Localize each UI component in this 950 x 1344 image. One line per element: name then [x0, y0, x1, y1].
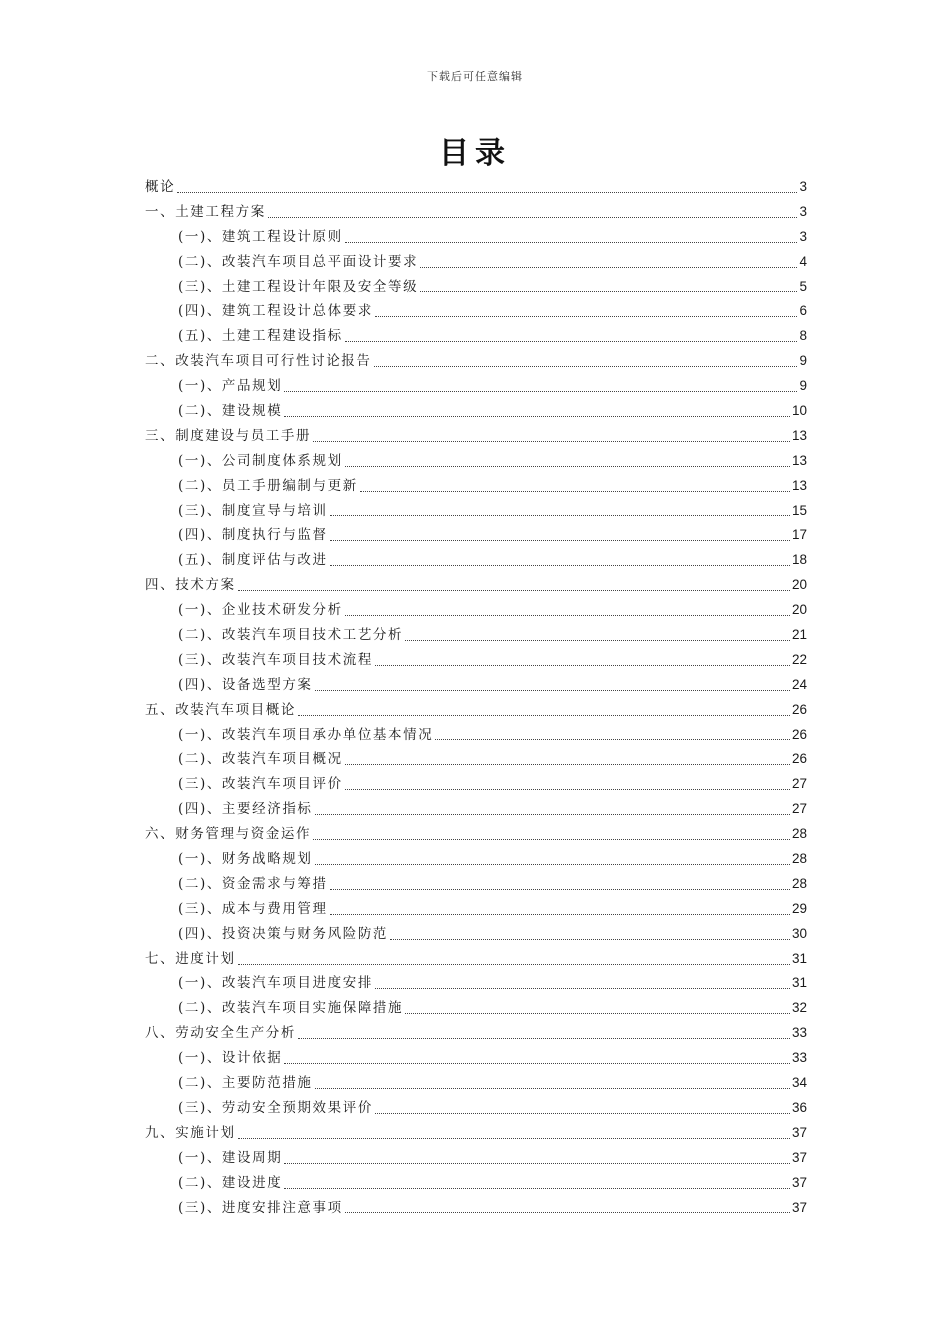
toc-entry-label: (一)、设计依据	[178, 1050, 283, 1067]
toc-leader-dots	[330, 540, 790, 541]
toc-leader-dots	[298, 1038, 790, 1039]
toc-leader-dots	[315, 864, 790, 865]
toc-page-number: 20	[791, 577, 807, 593]
toc-section[interactable]	[145, 1021, 807, 1046]
toc-subsection[interactable]	[145, 374, 807, 399]
toc-leader-dots	[345, 764, 790, 765]
toc-leader-dots	[238, 590, 790, 591]
toc-subsection[interactable]	[145, 1096, 807, 1121]
toc-subsection[interactable]	[145, 1071, 807, 1096]
toc-entry-label: (三)、土建工程设计年限及安全等级	[178, 278, 419, 295]
toc-section[interactable]	[145, 698, 807, 723]
toc-page-number: 27	[791, 776, 807, 792]
toc-subsection[interactable]	[145, 1196, 807, 1221]
toc-leader-dots	[375, 1113, 790, 1114]
toc-entry-label: (一)、企业技术研发分析	[178, 602, 343, 619]
toc-entry-label: 六、财务管理与资金运作	[145, 826, 312, 843]
toc-entry-label: (二)、改装汽车项目总平面设计要求	[178, 253, 419, 270]
toc-page-number: 31	[791, 975, 807, 991]
toc-page-number: 10	[791, 403, 807, 418]
toc-subsection[interactable]	[145, 847, 807, 872]
toc-subsection[interactable]	[145, 299, 807, 324]
toc-leader-dots	[268, 217, 798, 218]
toc-subsection[interactable]	[145, 872, 807, 897]
toc-entry-label: (二)、员工手册编制与更新	[178, 477, 358, 494]
toc-leader-dots	[390, 939, 790, 940]
toc-entry-label: 三、制度建设与员工手册	[145, 427, 312, 444]
toc-page-number: 8	[799, 328, 807, 344]
toc-entry-label: (二)、建设规模	[178, 403, 283, 419]
toc-page-number: 13	[791, 452, 807, 468]
toc-entry-label: (四)、投资决策与财务风险防范	[178, 925, 389, 942]
toc-leader-dots	[345, 466, 790, 467]
toc-entry-label: 二、改装汽车项目可行性讨论报告	[145, 353, 372, 370]
toc-entry-label: (一)、改装汽车项目承办单位基本情况	[178, 726, 434, 743]
toc-subsection[interactable]	[145, 772, 807, 797]
toc-page-number: 22	[791, 651, 807, 667]
toc-entry-label: 七、进度计划	[145, 950, 236, 967]
toc-page-number: 33	[791, 1025, 807, 1041]
toc-page-number: 21	[791, 627, 807, 643]
toc-entry-label: (一)、建筑工程设计原则	[178, 228, 343, 245]
toc-leader-dots	[330, 914, 790, 915]
toc-subsection[interactable]	[145, 225, 807, 250]
toc-entry-label: (一)、公司制度体系规划	[178, 452, 343, 469]
toc-leader-dots	[360, 491, 790, 492]
toc-subsection[interactable]	[145, 897, 807, 922]
toc-leader-dots	[330, 565, 790, 566]
toc-entry-label: (四)、主要经济指标	[178, 801, 313, 818]
toc-entry-label: (二)、资金需求与筹措	[178, 875, 328, 892]
toc-subsection[interactable]	[145, 499, 807, 524]
toc-entry-label: (四)、设备选型方案	[178, 676, 313, 693]
toc-leader-dots	[345, 341, 798, 342]
toc-section[interactable]	[145, 573, 807, 598]
toc-page-number: 20	[791, 602, 807, 618]
toc-page-number: 6	[799, 303, 807, 319]
toc-entry-label: (二)、主要防范措施	[178, 1075, 313, 1092]
table-of-contents	[145, 175, 807, 1220]
toc-page-number: 28	[791, 875, 807, 891]
toc-entry-label: 概论	[145, 178, 176, 195]
toc-page-number: 26	[791, 701, 807, 717]
toc-page-number: 37	[791, 1149, 807, 1165]
toc-page-number: 5	[799, 278, 807, 294]
toc-leader-dots	[238, 1138, 790, 1139]
toc-entry-label: 五、改装汽车项目概论	[145, 701, 296, 718]
toc-subsection[interactable]	[145, 598, 807, 623]
toc-subsection[interactable]	[145, 523, 807, 548]
toc-leader-dots	[315, 814, 790, 815]
toc-leader-dots	[330, 889, 790, 890]
toc-page-number: 29	[791, 900, 807, 916]
toc-page-number: 32	[791, 1000, 807, 1016]
toc-subsection[interactable]	[145, 972, 807, 997]
toc-leader-dots	[375, 316, 798, 317]
toc-section[interactable]	[145, 1121, 807, 1146]
toc-page-number: 37	[791, 1174, 807, 1190]
toc-page-number: 9	[799, 378, 807, 394]
toc-leader-dots	[238, 964, 790, 965]
toc-entry-label: (三)、改装汽车项目评价	[178, 776, 343, 793]
toc-page-number: 37	[791, 1124, 807, 1140]
toc-subsection[interactable]	[145, 474, 807, 499]
toc-entry-label: (三)、进度安排注意事项	[178, 1199, 343, 1216]
page-title: 目录	[439, 136, 511, 171]
toc-leader-dots	[345, 615, 790, 616]
header-note: 下载后可任意编辑	[427, 70, 523, 83]
toc-entry-label: (一)、产品规划	[178, 378, 283, 395]
toc-entry-label: (三)、改装汽车项目技术流程	[178, 651, 373, 668]
toc-section[interactable]	[145, 822, 807, 847]
toc-subsection[interactable]	[145, 648, 807, 673]
toc-subsection[interactable]	[145, 449, 807, 474]
toc-leader-dots	[313, 839, 790, 840]
toc-subsection[interactable]	[145, 399, 807, 424]
toc-leader-dots	[284, 1063, 790, 1064]
toc-page-number: 33	[791, 1050, 807, 1066]
toc-leader-dots	[375, 665, 790, 666]
toc-subsection[interactable]	[145, 723, 807, 748]
toc-entry-label: (一)、改装汽车项目进度安排	[178, 975, 373, 992]
toc-section[interactable]	[145, 175, 807, 200]
toc-page-number: 26	[791, 726, 807, 742]
toc-leader-dots	[284, 1188, 790, 1189]
toc-section[interactable]	[145, 947, 807, 972]
toc-page-number: 17	[791, 527, 807, 543]
toc-page-number: 24	[791, 676, 807, 692]
toc-entry-label: (二)、建设进度	[178, 1174, 283, 1191]
toc-section[interactable]	[145, 424, 807, 449]
toc-page-number: 4	[799, 253, 807, 269]
toc-leader-dots	[284, 416, 790, 417]
toc-entry-label: 八、劳动安全生产分析	[145, 1025, 296, 1042]
toc-entry-label: (二)、改装汽车项目技术工艺分析	[178, 627, 404, 644]
toc-subsection[interactable]	[145, 922, 807, 947]
toc-leader-dots	[313, 441, 790, 442]
toc-subsection[interactable]	[145, 275, 807, 300]
toc-leader-dots	[315, 690, 790, 691]
toc-subsection[interactable]	[145, 797, 807, 822]
toc-section[interactable]	[145, 200, 807, 225]
toc-subsection[interactable]	[145, 747, 807, 772]
toc-leader-dots	[284, 391, 797, 392]
toc-page-number: 27	[791, 801, 807, 817]
toc-page-number: 31	[791, 950, 807, 966]
toc-entry-label: 一、土建工程方案	[145, 203, 266, 220]
toc-page-number: 26	[791, 751, 807, 767]
toc-subsection[interactable]	[145, 623, 807, 648]
toc-entry-label: 九、实施计划	[145, 1124, 236, 1141]
toc-subsection[interactable]	[145, 1171, 807, 1196]
toc-page-number: 13	[791, 427, 807, 443]
toc-subsection[interactable]	[145, 996, 807, 1021]
toc-leader-dots	[345, 1212, 790, 1213]
toc-subsection[interactable]	[145, 548, 807, 573]
toc-subsection[interactable]	[145, 1046, 807, 1071]
toc-leader-dots	[345, 242, 798, 243]
toc-page-number: 28	[791, 826, 807, 842]
toc-section[interactable]	[145, 349, 807, 374]
toc-page-number: 3	[799, 228, 807, 244]
toc-leader-dots	[374, 366, 798, 367]
toc-leader-dots	[284, 1163, 790, 1164]
toc-leader-dots	[315, 1088, 790, 1089]
toc-page-number: 36	[791, 1099, 807, 1115]
toc-page-number: 3	[799, 178, 807, 194]
toc-page-number: 9	[799, 353, 807, 369]
toc-page-number: 13	[791, 477, 807, 493]
toc-entry-label: (二)、改装汽车项目实施保障措施	[178, 1000, 404, 1017]
toc-entry-label: (三)、劳动安全预期效果评价	[178, 1099, 373, 1116]
toc-leader-dots	[435, 739, 790, 740]
toc-subsection[interactable]	[145, 250, 807, 275]
toc-page-number: 18	[791, 552, 807, 568]
toc-subsection[interactable]	[145, 324, 807, 349]
toc-leader-dots	[375, 988, 790, 989]
toc-leader-dots	[345, 789, 790, 790]
toc-entry-label: 四、技术方案	[145, 577, 236, 594]
toc-page-number: 37	[791, 1199, 807, 1215]
toc-leader-dots	[420, 267, 797, 268]
toc-page-number: 15	[791, 502, 807, 518]
toc-entry-label: (三)、制度宣导与培训	[178, 502, 328, 519]
toc-entry-label: (四)、建筑工程设计总体要求	[178, 303, 373, 320]
toc-page-number: 34	[791, 1075, 807, 1091]
toc-subsection[interactable]	[145, 673, 807, 698]
toc-entry-label: (一)、财务战略规划	[178, 851, 313, 868]
toc-page-number: 30	[791, 925, 807, 941]
toc-entry-label: (五)、制度评估与改进	[178, 552, 328, 569]
toc-entry-label: (三)、成本与费用管理	[178, 900, 328, 917]
toc-leader-dots	[405, 640, 790, 641]
toc-entry-label: (五)、土建工程建设指标	[178, 328, 343, 345]
toc-leader-dots	[330, 515, 790, 516]
toc-page-number: 3	[799, 203, 807, 219]
toc-leader-dots	[177, 192, 797, 193]
toc-entry-label: (二)、改装汽车项目概况	[178, 751, 343, 768]
toc-entry-label: (一)、建设周期	[178, 1149, 283, 1166]
toc-leader-dots	[298, 715, 790, 716]
toc-subsection[interactable]	[145, 1146, 807, 1171]
toc-leader-dots	[405, 1013, 790, 1014]
toc-entry-label: (四)、制度执行与监督	[178, 527, 328, 544]
toc-page-number: 28	[791, 851, 807, 867]
toc-leader-dots	[420, 291, 797, 292]
